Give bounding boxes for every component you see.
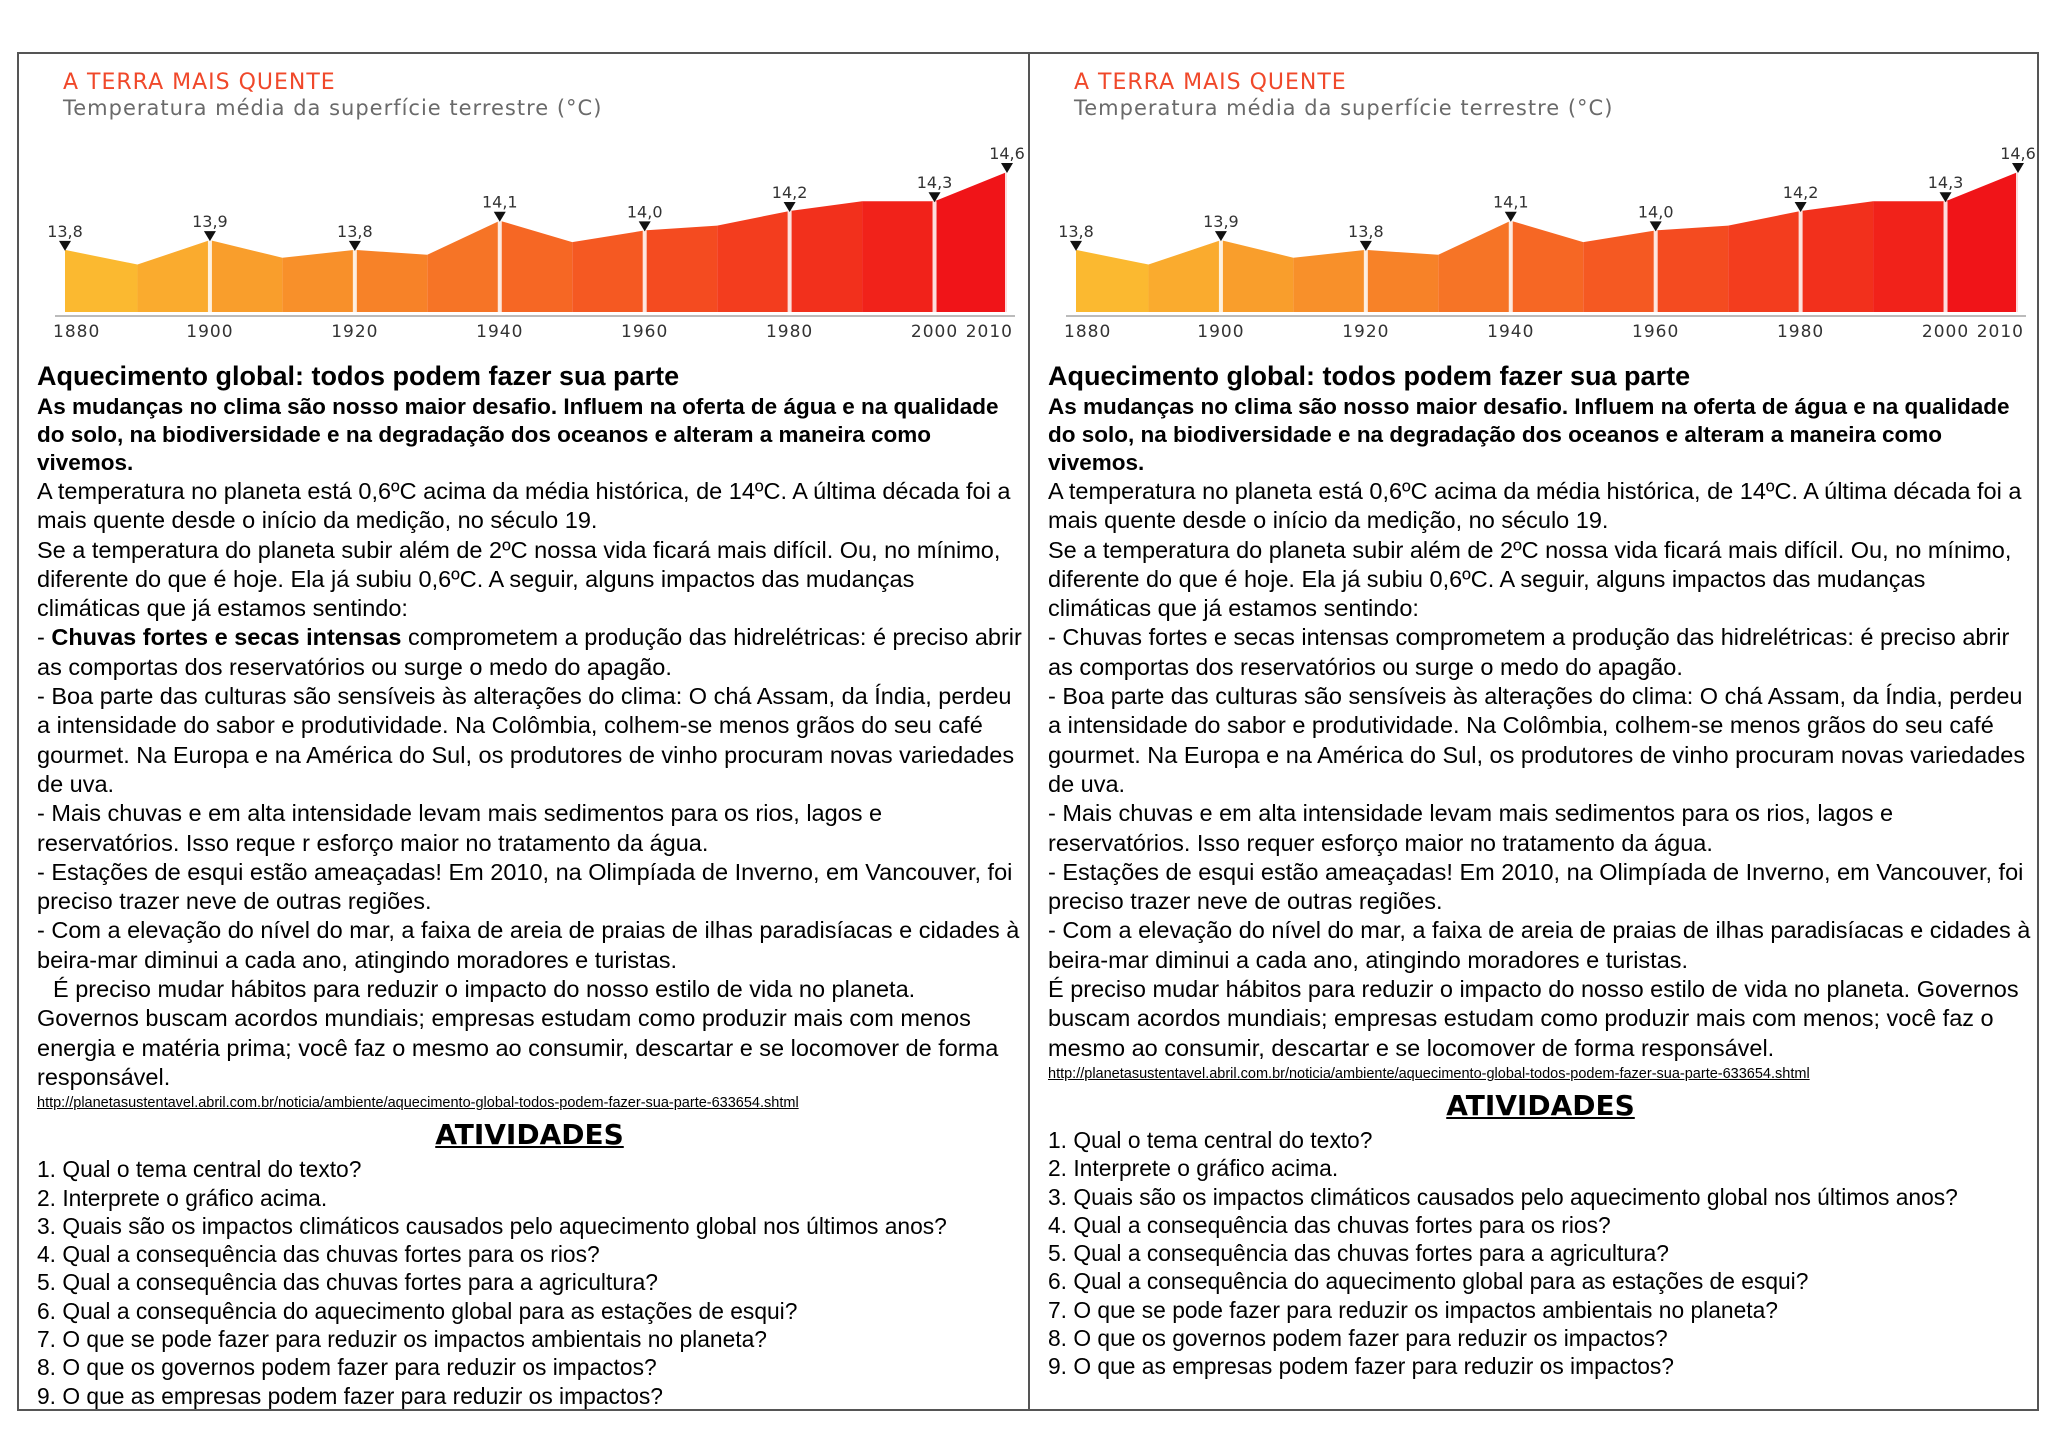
data-label: 13,8 — [1348, 221, 1384, 241]
article-heading: Aquecimento global: todos podem fazer sua parte — [1048, 361, 1691, 391]
closing-paragraph: É preciso mudar hábitos para reduzir o impacto do nosso estilo de vida no planeta. Governos buscam acordos mundiais; empresas estudam como produzir mais com menos; você faz o mesmo ao consumir, descartar e se locomover de forma responsável. — [1048, 976, 2019, 1061]
question-item: 5. Qual a consequência das chuvas fortes para a agricultura? — [1048, 1240, 1669, 1267]
impact-1-prefix: - — [37, 624, 52, 651]
area-segment — [1293, 250, 1365, 312]
impact-2: - Boa parte das culturas são sensíveis às alterações do clima: O chá Assam, da Índia, perdeu a intensidade do sabor e produtividade. Na Colômbia, colhem-se menos grãos do seu café gourmet. Na Europa e na América do Sul, os produtores de vinho procuram novas variedades de uva. — [37, 683, 1015, 797]
x-tick-label: 1960 — [1632, 322, 1680, 342]
paragraph-1: A temperatura no planeta está 0,6ºC acima da média histórica, de 14ºC. A última década foi a mais quente desde o início da medição, no século 19. — [1048, 478, 2022, 534]
area-segment — [1728, 211, 1800, 312]
source-link[interactable]: http://planetasustentavel.abril.com.br/noticia/ambiente/aquecimento-global-todos-podem-fazer-sua-parte-633654.shtml — [1048, 1065, 1810, 1082]
temperature-chart — [29, 54, 1025, 344]
area-segment — [572, 230, 644, 312]
data-label: 13,8 — [47, 221, 83, 241]
x-tick-label: 1960 — [621, 322, 669, 342]
x-tick-label: 1880 — [53, 322, 101, 342]
data-label: 14,0 — [1637, 202, 1674, 222]
question-item: 6. Qual a consequência do aquecimento global para as estações de esqui? — [1048, 1268, 1809, 1295]
paragraph-1: A temperatura no planeta está 0,6ºC acima da média histórica, de 14ºC. A última década foi a mais quente desde o início da medição, no século 19. — [37, 478, 1011, 534]
x-tick-label: 1980 — [1776, 322, 1825, 342]
x-tick-label: 1920 — [1342, 322, 1390, 342]
point-marker — [1505, 212, 1517, 222]
question-item: 4. Qual a consequência das chuvas fortes para os rios? — [37, 1241, 600, 1268]
data-label: 14,1 — [481, 192, 518, 212]
question-list — [1048, 1126, 2033, 1381]
data-label: 13,8 — [337, 221, 373, 241]
area-segment — [1221, 240, 1293, 312]
point-marker — [494, 212, 506, 222]
area-segment — [65, 250, 137, 312]
area-segment — [210, 240, 282, 312]
impact-5: - Com a elevação do nível do mar, a faixa de areia de praias de ilhas paradisíacas e cidades à beira-mar diminui a cada ano, atingindo moradores e turistas. — [37, 917, 1020, 973]
area-segment — [935, 172, 1007, 312]
data-label: 14,6 — [989, 144, 1025, 163]
area-segment — [645, 226, 717, 312]
impact-3: - Mais chuvas e em alta intensidade levam mais sedimentos para os rios, lagos e reservatórios. Isso reque r esforço maior no tratamento da água. — [37, 800, 883, 856]
x-tick-label: 2010 — [1976, 322, 2024, 342]
point-marker — [1001, 163, 1013, 173]
data-label: 14,2 — [1782, 182, 1819, 202]
area-segment — [1656, 226, 1728, 312]
chart-title: A TERRA MAIS QUENTE — [1074, 70, 1347, 95]
article-heading: Aquecimento global: todos podem fazer sua parte — [37, 361, 680, 391]
closing-paragraph: É preciso mudar hábitos para reduzir o impacto do nosso estilo de vida no planeta. Governos buscam acordos mundiais; empresas estudam como produzir mais com menos energia e matéria prima; você faz o mesmo ao consumir, descartar e se locomover de forma responsável. — [37, 976, 999, 1090]
area-segment — [1076, 250, 1148, 312]
data-label: 13,9 — [1203, 212, 1239, 232]
point-marker — [204, 231, 216, 241]
area-segment — [1438, 221, 1510, 312]
x-tick-label: 1900 — [1197, 322, 1245, 342]
data-label: 14,0 — [626, 202, 663, 222]
area-segment — [427, 221, 499, 312]
point-marker — [1650, 221, 1662, 231]
point-marker — [1360, 241, 1372, 251]
data-label: 14,3 — [916, 173, 953, 193]
data-label: 14,2 — [771, 182, 808, 202]
question-item: 5. Qual a consequência das chuvas fortes para a agricultura? — [37, 1269, 658, 1296]
point-marker — [639, 221, 651, 231]
area-segment — [1583, 230, 1655, 312]
question-item: 6. Qual a consequência do aquecimento global para as estações de esqui? — [37, 1297, 798, 1324]
x-tick-label: 1900 — [186, 322, 234, 342]
question-item: 9. O que as empresas podem fazer para reduzir os impactos? — [1048, 1353, 1674, 1380]
x-tick-label: 1940 — [476, 322, 524, 342]
x-tick-label: 2000 — [910, 322, 959, 342]
x-tick-label: 1940 — [1487, 322, 1535, 342]
question-item: 9. O que as empresas podem fazer para reduzir os impactos? — [37, 1382, 663, 1409]
article-lead: As mudanças no clima são nosso maior desafio. Influem na oferta de água e na qualidade do solo, na biodiversidade e na degradação dos oceanos e alteram a maneira como vivemos. — [37, 394, 999, 475]
data-label: 14,6 — [2000, 144, 2036, 163]
area-segment — [1801, 201, 1873, 312]
point-marker — [2012, 163, 2024, 173]
point-marker — [1070, 241, 1082, 251]
impact-5: - Com a elevação do nível do mar, a faixa de areia de praias de ilhas paradisíacas e cidades à beira-mar diminui a cada ano, atingindo moradores e turistas. — [1048, 917, 2031, 973]
activities-title: ATIVIDADES — [435, 1118, 624, 1152]
area-segment — [862, 201, 934, 312]
question-item: 1. Qual o tema central do texto? — [1048, 1126, 1373, 1153]
question-item: 2. Interprete o gráfico acima. — [1048, 1155, 1339, 1182]
point-marker — [349, 241, 361, 251]
area-segment — [355, 250, 427, 312]
question-item: 7. O que se pode fazer para reduzir os impactos ambientais no planeta? — [37, 1326, 767, 1353]
paragraph-2: Se a temperatura do planeta subir além de 2ºC nossa vida ficará mais difícil. Ou, no mínimo, diferente do que é hoje. Ela já subiu 0,6ºC. A seguir, alguns impactos das mudanças climáticas que já estamos sentindo: — [1048, 536, 2012, 622]
impact-4: - Estações de esqui estão ameaçadas! Em 2010, na Olimpíada de Inverno, em Vancouver, foi preciso trazer neve de outras regiões. — [37, 858, 1013, 915]
question-item: 3. Quais são os impactos climáticos causados pelo aquecimento global nos últimos anos? — [1048, 1183, 1958, 1210]
area-segment — [500, 221, 572, 312]
question-item: 8. O que os governos podem fazer para reduzir os impactos? — [37, 1354, 657, 1381]
area-segment — [1148, 240, 1220, 312]
article-text — [1048, 360, 2033, 1381]
question-item: 7. O que se pode fazer para reduzir os impactos ambientais no planeta? — [1048, 1296, 1778, 1323]
chart-subtitle: Temperatura média da superfície terrestre (°C) — [1074, 96, 1614, 120]
area-segment — [1511, 221, 1583, 312]
area-segment — [1873, 201, 1945, 312]
paragraph-2: Se a temperatura do planeta subir além de 2ºC nossa vida ficará mais difícil. Ou, no mínimo, diferente do que é hoje. Ela já subiu 0,6ºC. A seguir, alguns impactos das mudanças climáticas que já estamos sentindo: — [37, 536, 1001, 622]
right-column — [1030, 54, 2041, 1409]
impact-2: - Boa parte das culturas são sensíveis às alterações do clima: O chá Assam, da Índia, perdeu a intensidade do sabor e produtividade. Na Colômbia, colhem-se menos grãos do seu café gourmet. Na Europa e na América do Sul, os produtores de vinho procuram novas variedades de uva. — [1048, 683, 2026, 797]
source-link[interactable]: http://planetasustentavel.abril.com.br/noticia/ambiente/aquecimento-global-todos-podem-fazer-sua-parte-633654.shtml — [37, 1095, 799, 1112]
temperature-chart — [1040, 54, 2036, 344]
area-segment — [717, 211, 789, 312]
article-lead: As mudanças no clima são nosso maior desafio. Influem na oferta de água e na qualidade do solo, na biodiversidade e na degradação dos oceanos e alteram a maneira como vivemos. — [1048, 394, 2010, 475]
question-item: 1. Qual o tema central do texto? — [37, 1156, 362, 1183]
impact-3: - Mais chuvas e em alta intensidade levam mais sedimentos para os rios, lagos e reservatórios. Isso requer esforço maior no tratamento da água. — [1048, 800, 1894, 856]
data-label: 14,1 — [1492, 192, 1529, 212]
area-segment — [790, 201, 862, 312]
question-item: 4. Qual a consequência das chuvas fortes para os rios? — [1048, 1211, 1611, 1238]
x-tick-label: 1980 — [765, 322, 814, 342]
activities-title: ATIVIDADES — [1446, 1088, 1635, 1122]
point-marker — [59, 241, 71, 251]
area-segment — [282, 250, 354, 312]
data-label: 13,9 — [192, 212, 228, 232]
x-tick-label: 2010 — [965, 322, 1013, 342]
chart-subtitle: Temperatura média da superfície terrestre (°C) — [63, 96, 603, 120]
article-text — [37, 360, 1022, 1410]
area-segment — [137, 240, 209, 312]
point-marker — [1215, 231, 1227, 241]
worksheet — [17, 52, 2039, 1411]
impact-1-rest: comprometem a produção das hidrelétricas: é preciso abrir as comportas dos reservatórios ou surge o medo do apagão. — [37, 624, 1022, 680]
x-tick-label: 2000 — [1921, 322, 1970, 342]
impact-1 — [37, 623, 1022, 682]
question-item: 2. Interprete o gráfico acima. — [37, 1184, 328, 1211]
question-item: 8. O que os governos podem fazer para reduzir os impactos? — [1048, 1325, 1668, 1352]
area-segment — [1946, 172, 2018, 312]
impact-1: - Chuvas fortes e secas intensas comprometem a produção das hidrelétricas: é preciso abrir as comportas dos reservatórios ou surge o medo do apagão. — [1048, 624, 2010, 680]
area-segment — [1366, 250, 1438, 312]
data-label: 14,3 — [1927, 173, 1964, 193]
impact-4: - Estações de esqui estão ameaçadas! Em 2010, na Olimpíada de Inverno, em Vancouver, foi preciso trazer neve de outras regiões. — [1048, 858, 2024, 915]
impact-1-bold: Chuvas fortes e secas intensas — [51, 624, 402, 651]
x-tick-label: 1920 — [331, 322, 379, 342]
data-label: 13,8 — [1058, 221, 1094, 241]
left-column — [19, 54, 1030, 1409]
question-item: 3. Quais são os impactos climáticos causados pelo aquecimento global nos últimos anos? — [37, 1212, 947, 1239]
chart-title: A TERRA MAIS QUENTE — [63, 70, 336, 95]
x-tick-label: 1880 — [1064, 322, 1112, 342]
question-list — [37, 1155, 1022, 1410]
